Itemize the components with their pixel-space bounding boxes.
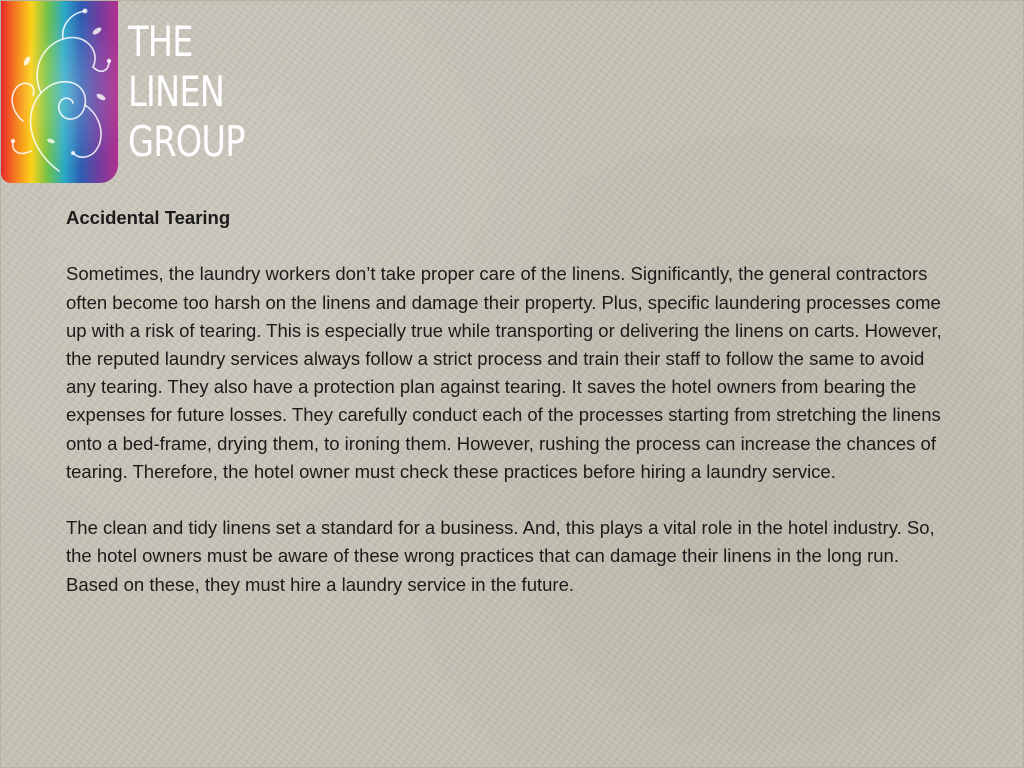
rainbow-floral-ornament-icon bbox=[1, 1, 118, 183]
logo-wordmark bbox=[128, 17, 245, 167]
article-body bbox=[66, 204, 956, 599]
paragraph-1: Sometimes, the laundry workers don’t take proper care of the linens. Significantly, the general contractors often become too harsh on the linens and damage their property. Plus, specific laundering processes come up with a risk of tearing. This is especially true while transporting or delivering the linens on carts. However, the reputed laundry services always follow a strict process and train their staff to follow the same to avoid any tearing. They also have a protection plan against tearing. It saves the hotel owners from bearing the expenses for future losses. They carefully conduct each of the processes starting from stretching the linens onto a bed-frame, drying them, to ironing them. However, rushing the process can increase the chances of tearing. Therefore, the hotel owner must check these practices before hiring a laundry service. bbox=[66, 263, 942, 482]
section-heading: Accidental Tearing bbox=[66, 207, 231, 228]
logo-line-1: THE bbox=[128, 17, 193, 66]
company-logo bbox=[1, 1, 261, 186]
logo-line-2: LINEN bbox=[128, 67, 225, 116]
paragraph-2: The clean and tidy linens set a standard for a business. And, this plays a vital role in the hotel industry. So, the hotel owners must be aware of these wrong practices that can damage their linens in the long run. Based on these, they must hire a laundry service in the future. bbox=[66, 517, 935, 595]
logo-line-3: GROUP bbox=[128, 117, 245, 166]
